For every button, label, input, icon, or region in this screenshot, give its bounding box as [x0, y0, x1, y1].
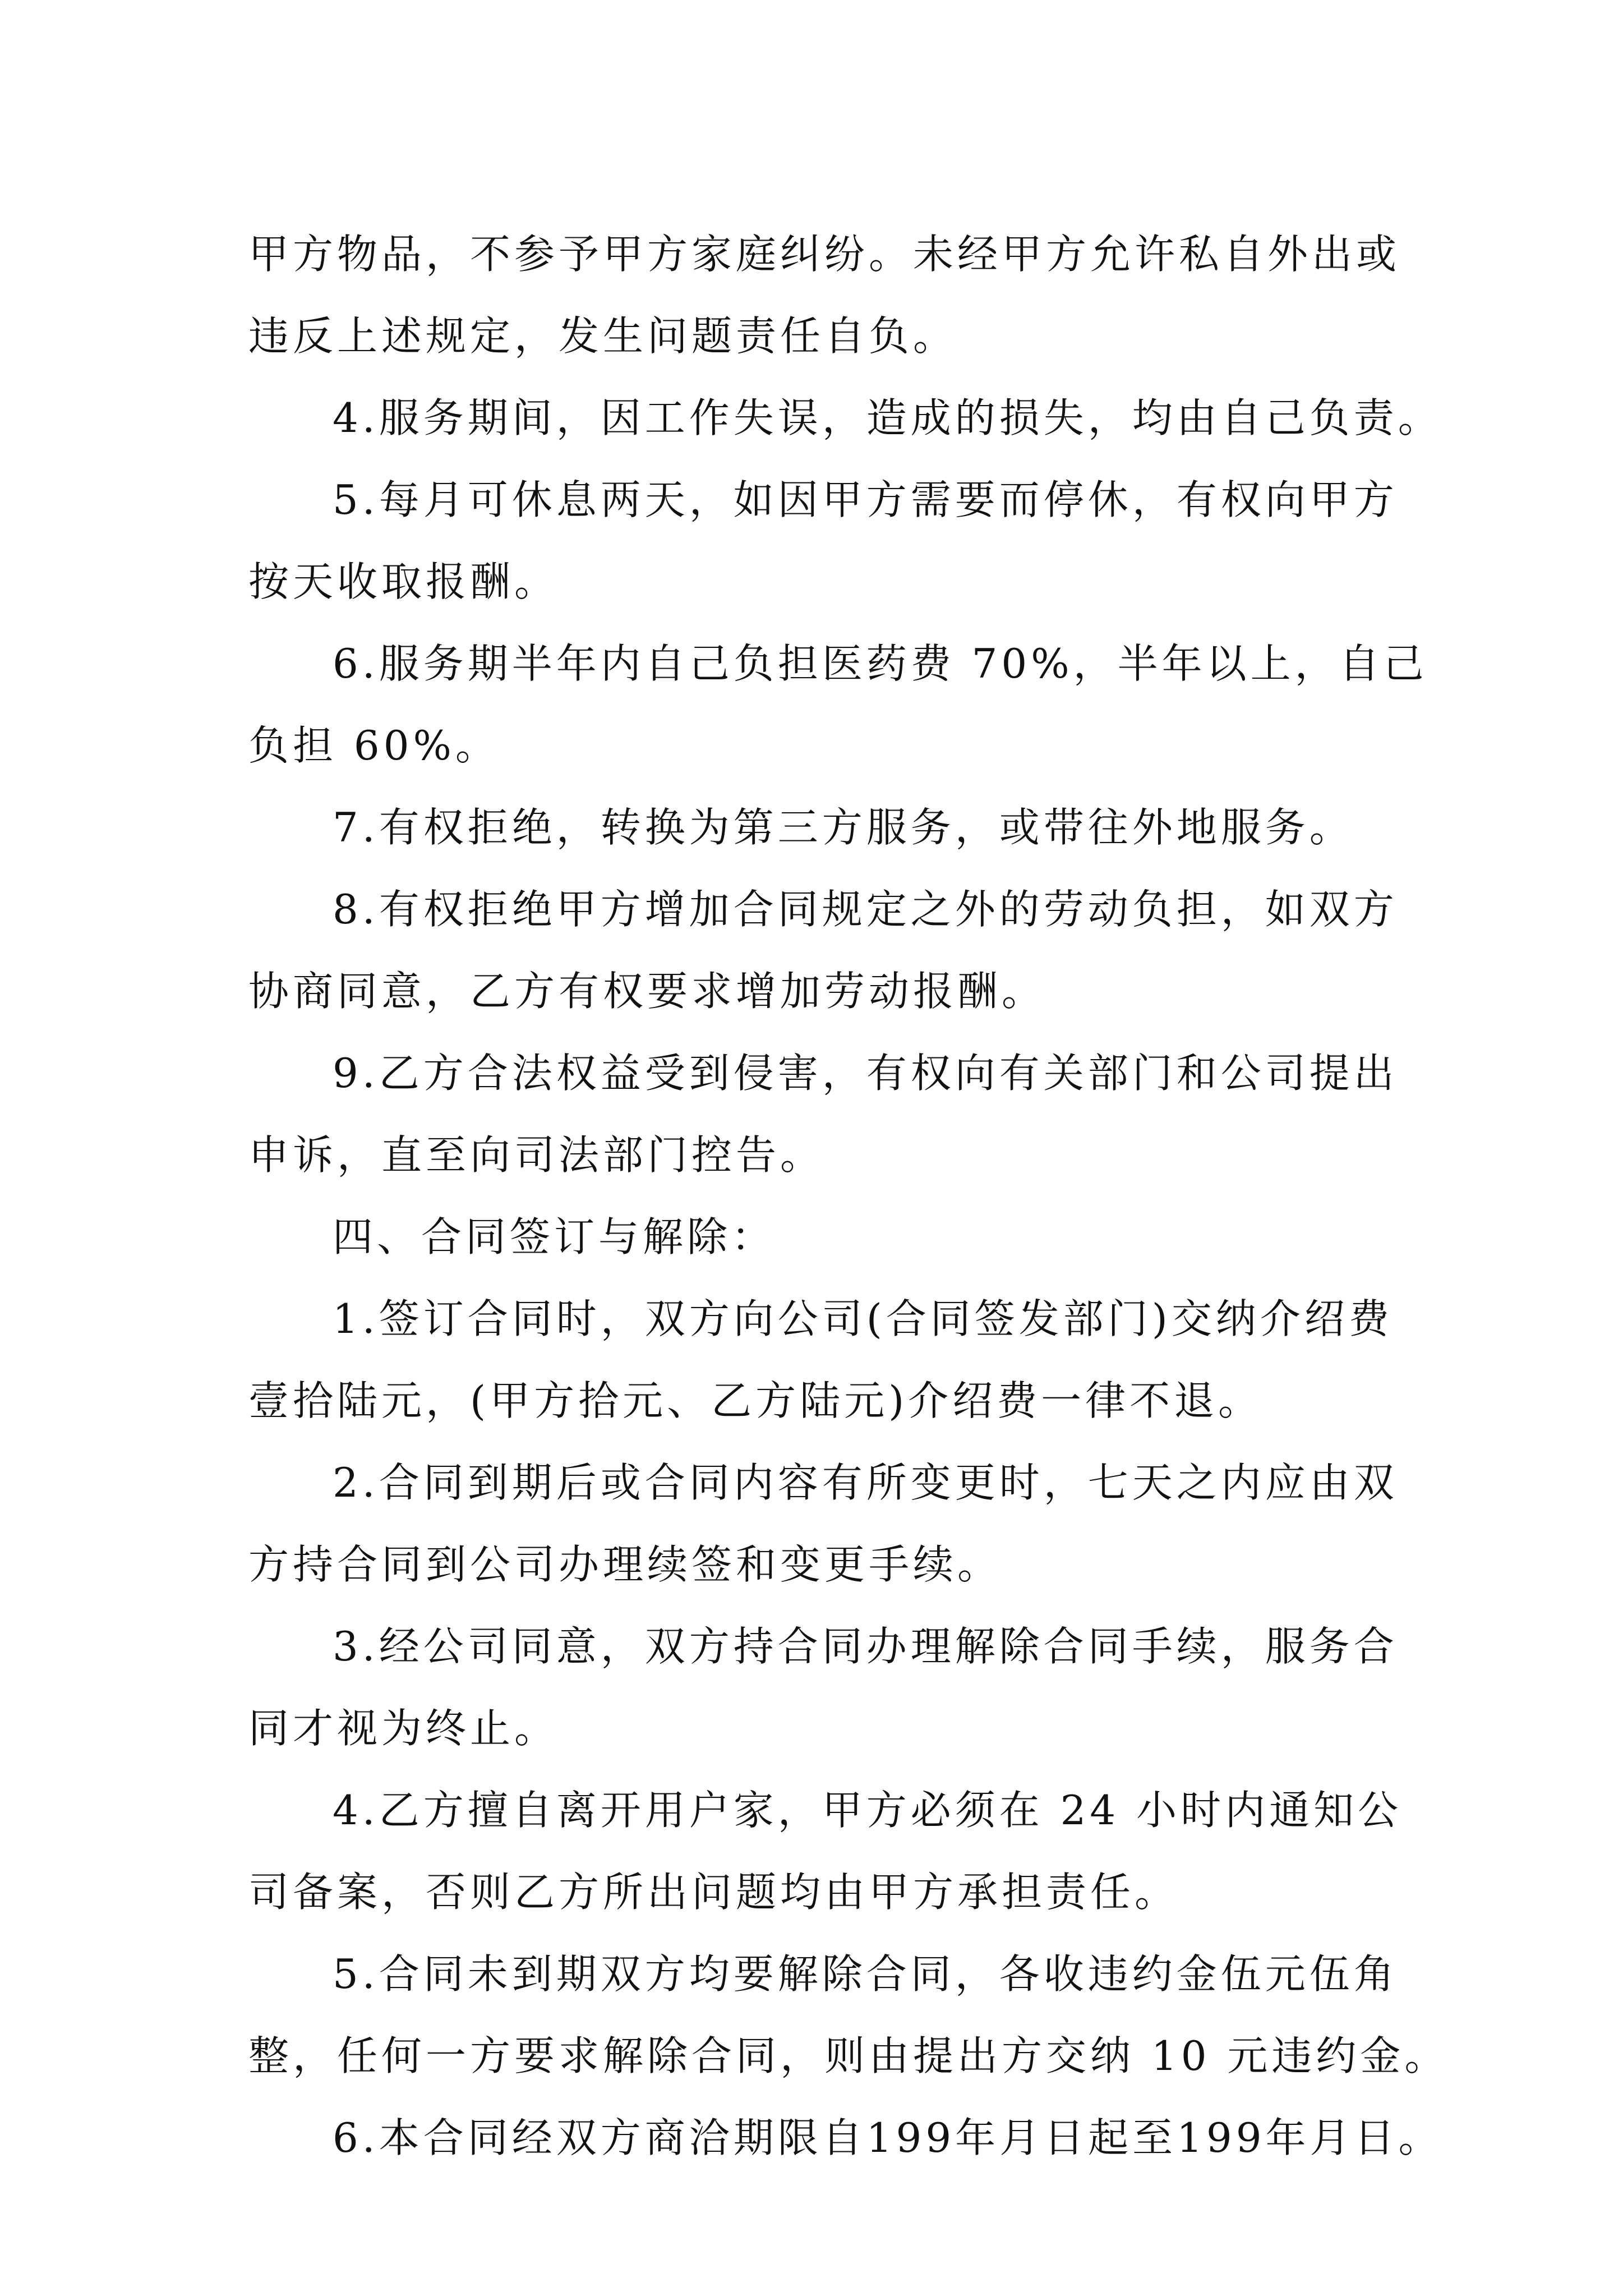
text-line: 违反上述规定，发生问题责任自负。	[248, 312, 958, 360]
text-line: 7.有权拒绝，转换为第三方服务，或带往外地服务。	[333, 804, 1354, 851]
text-line: 4.服务期间，因工作失误，造成的损失，均由自己负责。	[333, 394, 1442, 441]
text-line: 2.合同到期后或合同内容有所变更时，七天之内应由双	[333, 1459, 1398, 1506]
text-line: 同才视为终止。	[248, 1705, 559, 1752]
text-line: 1.签订合同时，双方向公司(合同签发部门)交纳介绍费	[333, 1295, 1393, 1342]
text-line: 申诉，直至向司法部门控告。	[248, 1131, 825, 1179]
section-heading: 四、合同签订与解除：	[333, 1213, 776, 1260]
text-line: 协商同意，乙方有权要求增加劳动报酬。	[248, 968, 1046, 1015]
text-line: 司备案，否则乙方所出问题均由甲方承担责任。	[248, 1869, 1179, 1916]
text-line: 9.乙方合法权益受到侵害，有权向有关部门和公司提出	[333, 1050, 1398, 1097]
text-line: 甲方物品，不参予甲方家庭纠纷。未经甲方允许私自外出或	[248, 231, 1401, 278]
text-line: 3.经公司同意，双方持合同办理解除合同手续，服务合	[333, 1623, 1398, 1670]
text-line: 6.服务期半年内自己负担医药费 70%，半年以上，自己	[333, 640, 1428, 687]
text-line: 8.有权拒绝甲方增加合同规定之外的劳动负担，如双方	[333, 886, 1398, 933]
text-line: 5.每月可休息两天，如因甲方需要而停休，有权向甲方	[333, 476, 1398, 523]
contract-body-text	[248, 213, 1449, 2179]
text-line: 负担 60%。	[248, 722, 500, 769]
text-line: 5.合同未到期双方均要解除合同，各收违约金伍元伍角	[333, 1950, 1398, 1998]
text-line: 整，任何一方要求解除合同，则由提出方交纳 10 元违约金。	[248, 2032, 1449, 2079]
text-line: 按天收取报酬。	[248, 558, 559, 605]
text-line: 方持合同到公司办理续签和变更手续。	[248, 1541, 1002, 1588]
text-line: 6.本合同经双方商洽期限自199年月日起至199年月日。	[333, 2114, 1443, 2161]
text-line: 4.乙方擅自离开用户家，甲方必须在 24 小时内通知公	[333, 1787, 1403, 1834]
text-line: 壹拾陆元，(甲方拾元、乙方陆元)介绍费一律不退。	[248, 1377, 1263, 1424]
